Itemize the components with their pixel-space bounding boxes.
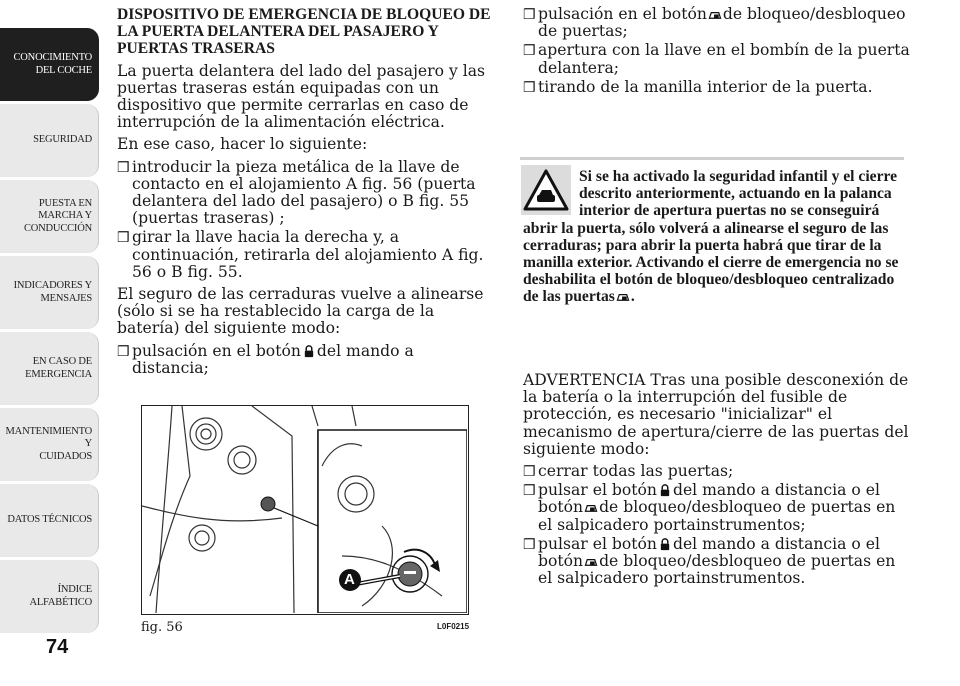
list-item: ❒ introducir la pieza metálica de la llave de contacto en el alojamiento A fig. 56 (puerta delantera del lado del pasajero) o B fig. 55 (puertas traseras) ;	[117, 157, 476, 228]
advertencia-section	[523, 372, 911, 592]
car-door-lock-icon	[584, 555, 598, 568]
advertencia-paragraph: ADVERTENCIA Tras una posible desconexión de la batería o la interrupción del fusible de protección, es necesario "inicializar" el mecanismo de apertura/cierre de las puertas del siguiente modo:	[523, 371, 909, 458]
list-item: ❒ pulsación en el botón del mando a distancia;	[117, 341, 414, 377]
tab-label: CONOCIMIENTO DEL COCHE	[13, 52, 92, 76]
padlock-icon	[658, 538, 672, 551]
car-door-lock-icon	[708, 8, 722, 21]
chapter-sidebar	[0, 28, 99, 636]
list-item: ❒ cerrar todas las puertas;	[523, 462, 734, 481]
warning-text: Si se ha activado la seguridad infantil y el cierre descrito anteriormente, actuando en la palanca interior de apertura puertas no se conseguirá abrir la puerta, sólo volverá a alinearse el seguro de las cerraduras; para abrir la puerta habrá que tirar de la manilla exterior. Activando el cierre de emergencia no se deshabilita el botón de bloqueo/desbloqueo centralizado de las puertas .	[523, 168, 899, 306]
tab-label: EN CASO DE EMERGENCIA	[25, 356, 92, 380]
checkbox-bullet-icon: ❒	[117, 230, 130, 247]
car-door-lock-icon	[584, 501, 598, 514]
page-number: 74	[46, 636, 69, 658]
tab-puesta-en-marcha[interactable]	[0, 180, 99, 253]
padlock-icon	[302, 345, 316, 358]
list-item: ❒ tirando de la manilla interior de la puerta.	[523, 77, 873, 96]
checkbox-bullet-icon: ❒	[523, 79, 536, 96]
figure-caption: fig. 56	[141, 620, 183, 635]
tab-indice[interactable]	[0, 560, 99, 633]
intro-paragraph: La puerta delantera del lado del pasajero y las puertas traseras están equipadas con un dispositivo que permite cerrarlas en caso de interrupción de la alimentación eléctrica.	[117, 61, 485, 132]
list-item: ❒ apertura con la llave en el bombín de la puerta delantera;	[523, 41, 910, 77]
tab-label: PUESTA EN MARCHA Y CONDUCCIÓN	[23, 197, 92, 234]
tab-label: MANTENIMIENTO Y CUIDADOS	[5, 425, 92, 462]
steps-list	[117, 159, 495, 281]
tab-datos-tecnicos[interactable]	[0, 484, 99, 557]
checkbox-bullet-icon: ❒	[117, 343, 130, 360]
checkbox-bullet-icon: ❒	[523, 536, 536, 553]
realign-paragraph: El seguro de las cerraduras vuelve a alinearse (sólo si se ha restablecido la carga de la batería) del siguiente modo:	[117, 285, 484, 338]
car-door-lock-icon	[616, 290, 630, 303]
tab-label: DATOS TÉCNICOS	[7, 514, 92, 526]
warning-divider	[520, 157, 904, 160]
checkbox-bullet-icon: ❒	[523, 43, 536, 60]
callout-a-label: A	[344, 571, 355, 588]
list-item: ❒ girar la llave hacia la derecha y, a continuación, retirarla del alojamiento A fig. 56 o B fig. 55.	[117, 228, 484, 281]
checkbox-bullet-icon: ❒	[523, 483, 536, 500]
tab-label: ÍNDICE ALFABÉTICO	[29, 584, 92, 608]
tab-emergencia[interactable]	[0, 332, 99, 405]
checkbox-bullet-icon: ❒	[117, 159, 130, 176]
modes-list	[117, 343, 495, 377]
section-title: DISPOSITIVO DE EMERGENCIA DE BLOQUEO DE LA PUERTA DELANTERA DEL PASAJERO Y PUERTAS TRASERAS	[117, 6, 491, 58]
tab-label: INDICADORES Y MENSAJES	[13, 280, 92, 304]
modes-list-continued	[523, 6, 911, 96]
tab-indicadores[interactable]	[0, 256, 99, 329]
figure-56	[141, 405, 469, 615]
list-item: ❒ pulsar el botón del mando a distancia o el botón de bloqueo/desbloqueo de puertas en el salpicadero portainstrumentos;	[523, 481, 896, 534]
init-steps-list	[523, 463, 911, 587]
case-intro: En ese caso, hacer lo siguiente:	[117, 135, 368, 154]
tab-seguridad[interactable]	[0, 104, 99, 177]
tab-label: SEGURIDAD	[33, 134, 92, 146]
tab-mantenimiento[interactable]	[0, 408, 99, 481]
list-item: ❒ pulsación en el botón de bloqueo/desbloqueo de puertas;	[523, 5, 906, 41]
tab-conocimiento-del-coche[interactable]	[0, 28, 99, 101]
right-column	[523, 6, 911, 101]
list-item: ❒ pulsar el botón del mando a distancia o el botón de bloqueo/desbloqueo de puertas en el salpicadero portainstrumentos.	[523, 534, 896, 588]
door-lock-illustration	[142, 406, 467, 613]
left-column	[117, 6, 495, 382]
padlock-icon	[658, 484, 672, 497]
checkbox-bullet-icon: ❒	[523, 464, 536, 481]
figure-code: L0F0215	[437, 622, 470, 631]
checkbox-bullet-icon: ❒	[523, 7, 536, 23]
